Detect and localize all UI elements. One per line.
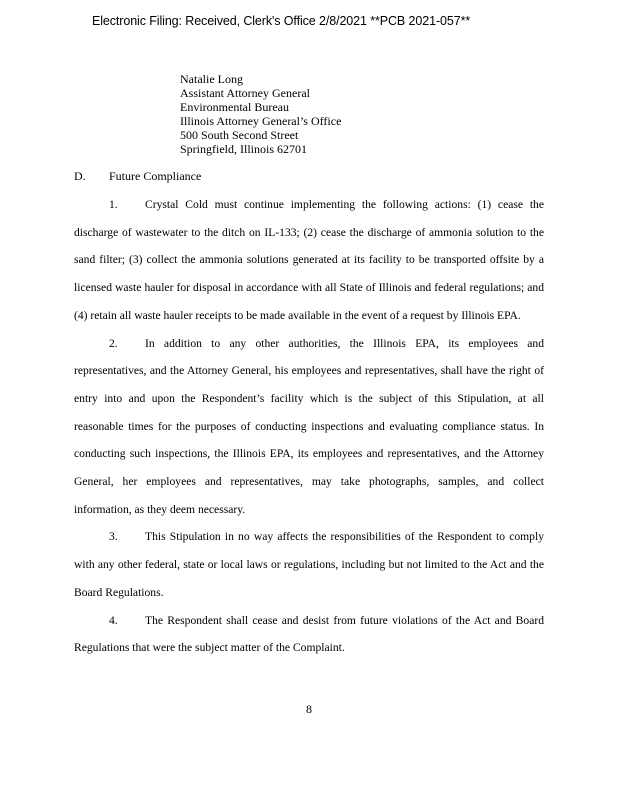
address-name: Natalie Long [180, 72, 243, 86]
paragraph-number: 4. [109, 613, 118, 627]
paragraph-1 [74, 191, 544, 330]
address-block [180, 72, 341, 156]
paragraph-text: In addition to any other authorities, the Illinois EPA, its employees and representatives, and the Attorney General, his employees and representatives, shall have the right of entry into and upon the Respondent’s facility which is the subject of this Stipulation, at all reasonable times for the purposes of conducting inspections and evaluating compliance status. In conducting such inspections, the Illinois EPA, its employees and representatives, and the Attorney General, her employees and representatives, may take photographs, samples, and collect information, as they deem necessary. [74, 336, 544, 516]
paragraph-text: Crystal Cold must continue implementing the following actions: (1) cease the discharge of wastewater to the ditch on IL-133; (2) cease the discharge of ammonia solution to the sand filter; (3) collect the ammonia solutions generated at its facility to be transported offsite by a licensed waste hauler for disposal in accordance with all State of Illinois and federal regulations; and (4) retain all waste hauler receipts to be made available in the event of a request by Illinois EPA. [74, 198, 544, 322]
page-number: 8 [306, 702, 312, 716]
paragraph-4 [74, 607, 544, 662]
address-title: Assistant Attorney General [180, 86, 310, 100]
paragraph-3 [74, 523, 544, 606]
section-title: Future Compliance [109, 169, 202, 183]
address-street: 500 South Second Street [180, 128, 299, 142]
filing-stamp-header: Electronic Filing: Received, Clerk's Office 2/8/2021 **PCB 2021-057** [92, 14, 471, 28]
paragraph-number: 1. [109, 198, 118, 211]
address-city: Springfield, Illinois 62701 [180, 142, 307, 156]
paragraph-number: 2. [109, 336, 118, 350]
document-body [74, 191, 544, 662]
address-office: Illinois Attorney General’s Office [180, 114, 342, 128]
address-bureau: Environmental Bureau [180, 100, 289, 114]
paragraph-text: This Stipulation in no way affects the responsibilities of the Respondent to comply with any other federal, state or local laws or regulations, including but not limited to the Act and the Board Regulations. [74, 530, 544, 599]
paragraph-number: 3. [109, 530, 118, 544]
section-heading [74, 169, 201, 184]
section-letter: D. [74, 169, 86, 183]
paragraph-2 [74, 330, 544, 524]
paragraph-text: The Respondent shall cease and desist from future violations of the Act and Board Regulations that were the subject matter of the Complaint. [74, 613, 544, 655]
